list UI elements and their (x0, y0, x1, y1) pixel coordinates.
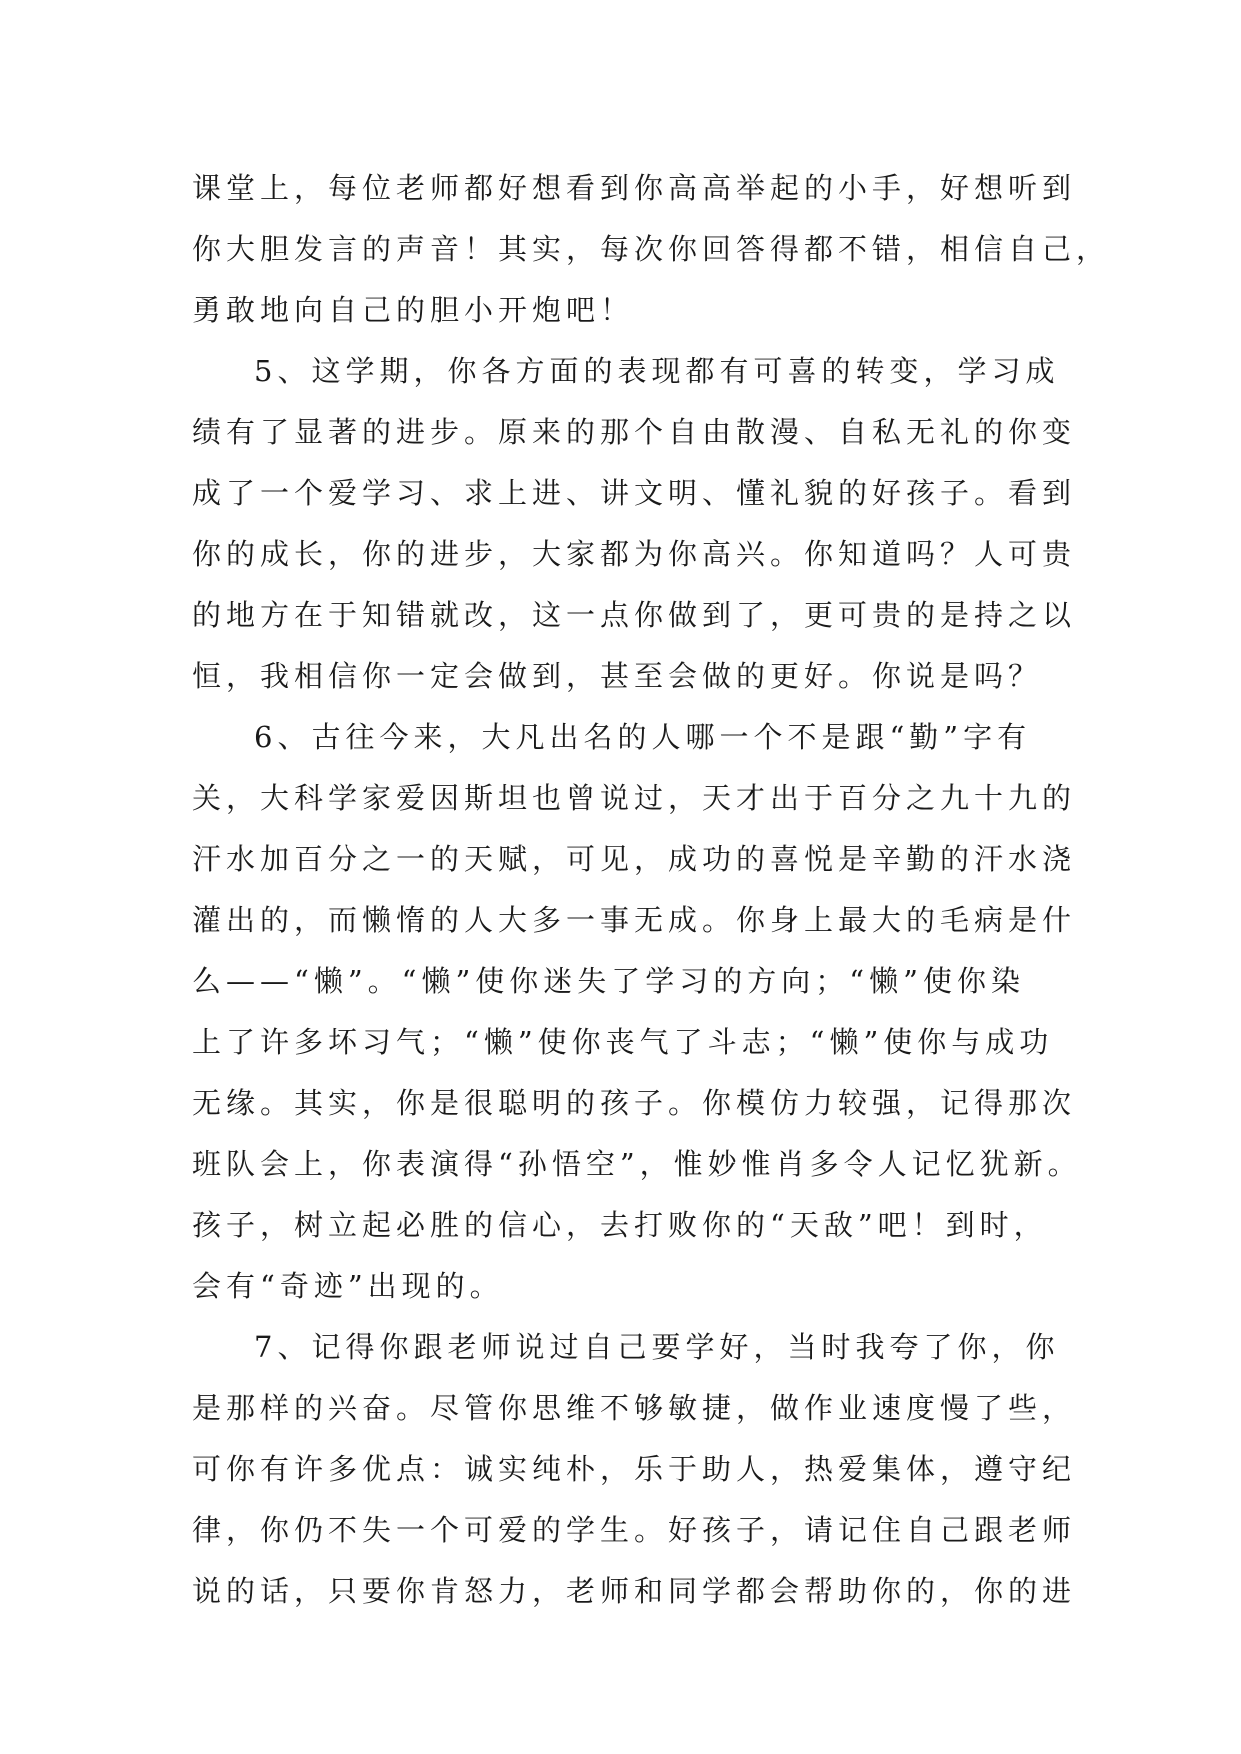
text-line: 恒，我相信你一定会做到，甚至会做的更好。你说是吗？ (192, 659, 1043, 693)
text-line: 你大胆发言的声音！其实，每次你回答得都不错，相信自己， (192, 232, 1111, 266)
text-line: 成了一个爱学习、求上进、讲文明、懂礼貌的好孩子。看到 (192, 476, 1077, 510)
text-line: 是那样的兴奋。尽管你思维不够敏捷，做作业速度慢了些， (192, 1391, 1077, 1425)
text-line: 可你有许多优点：诚实纯朴，乐于助人，热爱集体，遵守纪 (192, 1452, 1077, 1486)
text-line: 无缘。其实，你是很聪明的孩子。你模仿力较强，记得那次 (192, 1086, 1077, 1120)
paragraph-7-first-line: 7、记得你跟老师说过自己要学好，当时我夸了你，你 (254, 1330, 1060, 1364)
text-line: 绩有了显著的进步。原来的那个自由散漫、自私无礼的你变 (192, 415, 1077, 449)
paragraph-6-first-line: 6、古往今来，大凡出名的人哪一个不是跟“勤”字有 (254, 720, 1032, 754)
text-line: 律，你仍不失一个可爱的学生。好孩子，请记住自己跟老师 (192, 1513, 1077, 1547)
text-line: 你的成长，你的进步，大家都为你高兴。你知道吗？人可贵 (192, 537, 1077, 571)
text-line: 班队会上，你表演得“孙悟空”，惟妙惟肖多令人记忆犹新。 (192, 1147, 1082, 1181)
text-line: 上了许多坏习气；“懒”使你丧气了斗志；“懒”使你与成功 (192, 1025, 1054, 1059)
text-line: 勇敢地向自己的胆小开炮吧！ (192, 293, 635, 327)
text-line: 汗水加百分之一的天赋，可见，成功的喜悦是辛勤的汗水浇 (192, 842, 1077, 876)
text-line: 灌出的，而懒惰的人大多一事无成。你身上最大的毛病是什 (192, 903, 1077, 937)
text-line: 的地方在于知错就改，这一点你做到了，更可贵的是持之以 (192, 598, 1077, 632)
text-line: 孩子，树立起必胜的信心，去打败你的“天敌”吧！到时， (192, 1208, 1048, 1242)
text-line: 说的话，只要你肯怒力，老师和同学都会帮助你的，你的进 (192, 1574, 1077, 1608)
paragraph-5-first-line: 5、这学期，你各方面的表现都有可喜的转变，学习成 (254, 354, 1060, 388)
text-line: 么——“懒”。“懒”使你迷失了学习的方向；“懒”使你染 (192, 964, 1025, 998)
text-line: 会有“奇迹”出现的。 (192, 1269, 504, 1303)
text-line: 课堂上，每位老师都好想看到你高高举起的小手，好想听到 (192, 171, 1077, 205)
body-text (192, 158, 1111, 1622)
text-line: 关，大科学家爱因斯坦也曾说过，天才出于百分之九十九的 (192, 781, 1077, 815)
